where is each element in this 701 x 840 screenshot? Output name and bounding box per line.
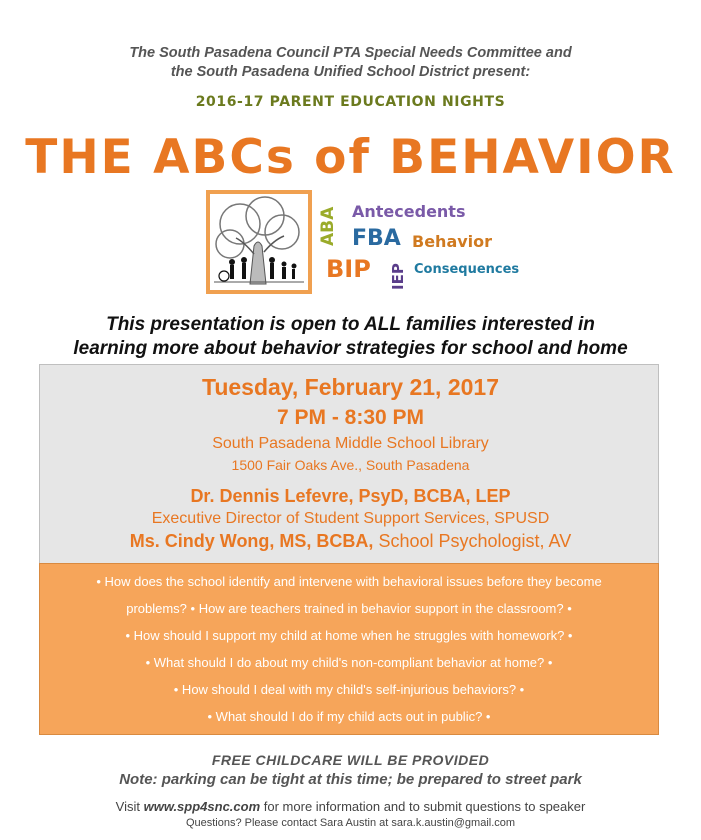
open-statement-line-2: learning more about behavior strategies for school and home — [73, 338, 628, 359]
speaker-2-role: School Psychologist, AV — [373, 531, 572, 551]
series-title: 2016-17 PARENT EDUCATION NIGHTS — [195, 94, 506, 110]
childcare-note: FREE CHILDCARE WILL BE PROVIDED — [211, 752, 490, 768]
logo-acronym-bip: BIP — [326, 255, 371, 283]
logo-word-consequences: Consequences — [414, 262, 520, 277]
question-line: • What should I do about my child's non-compliant behavior at home? • — [145, 655, 553, 670]
event-venue: South Pasadena Middle School Library — [212, 435, 489, 452]
main-title: THE ABCs of BEHAVIOR — [25, 130, 676, 185]
logo-acronym-fba: FBA — [352, 226, 401, 251]
question-line: • How should I support my child at home when he struggles with homework? • — [125, 628, 573, 643]
logo-acronym-iep: IEP — [389, 263, 407, 290]
visit-prefix: Visit — [115, 799, 144, 814]
logo-acronym-aba: ABA — [318, 206, 338, 246]
logo-word-antecedents: Antecedents — [352, 202, 466, 221]
intro-line-2: the South Pasadena Unified School District present: — [170, 64, 531, 80]
event-address: 1500 Fair Oaks Ave., South Pasadena — [231, 457, 470, 473]
parking-note: Note: parking can be tight at this time; be prepared to street park — [119, 771, 582, 788]
speaker-1-role: Executive Director of Student Support Services, SPUSD — [151, 510, 550, 527]
questions-list — [39, 568, 659, 730]
logo-word-behavior: Behavior — [412, 232, 493, 251]
visit-suffix: for more information and to submit questions to speaker — [260, 799, 586, 814]
tree-illustration-icon — [210, 194, 308, 290]
speaker-2 — [0, 531, 701, 552]
open-statement-line-1: This presentation is open to ALL families interested in — [106, 314, 595, 335]
question-line: • How does the school identify and intervene with behavioral issues before they become — [96, 574, 602, 589]
event-time: 7 PM - 8:30 PM — [276, 406, 425, 429]
question-line: • How should I deal with my child's self-injurious behaviors? • — [173, 682, 525, 697]
question-line: problems? • How are teachers trained in behavior support in the classroom? • — [126, 601, 572, 616]
question-line: • What should I do if my child acts out in public? • — [207, 709, 491, 724]
open-statement — [0, 313, 701, 361]
speaker-2-name: Ms. Cindy Wong, MS, BCBA, — [129, 531, 374, 551]
intro-text — [0, 44, 701, 82]
event-date: Tuesday, February 21, 2017 — [201, 374, 500, 400]
intro-line-1: The South Pasadena Council PTA Special Needs Committee and — [129, 45, 572, 61]
speaker-1-name: Dr. Dennis Lefevre, PsyD, BCBA, LEP — [190, 486, 511, 506]
website-link[interactable]: www.spp4snc.com — [143, 799, 261, 814]
visit-line — [0, 799, 701, 814]
contact-line: Questions? Please contact Sara Austin at sara.k.austin@gmail.com — [185, 817, 516, 829]
tree-family-illustration — [206, 190, 312, 294]
